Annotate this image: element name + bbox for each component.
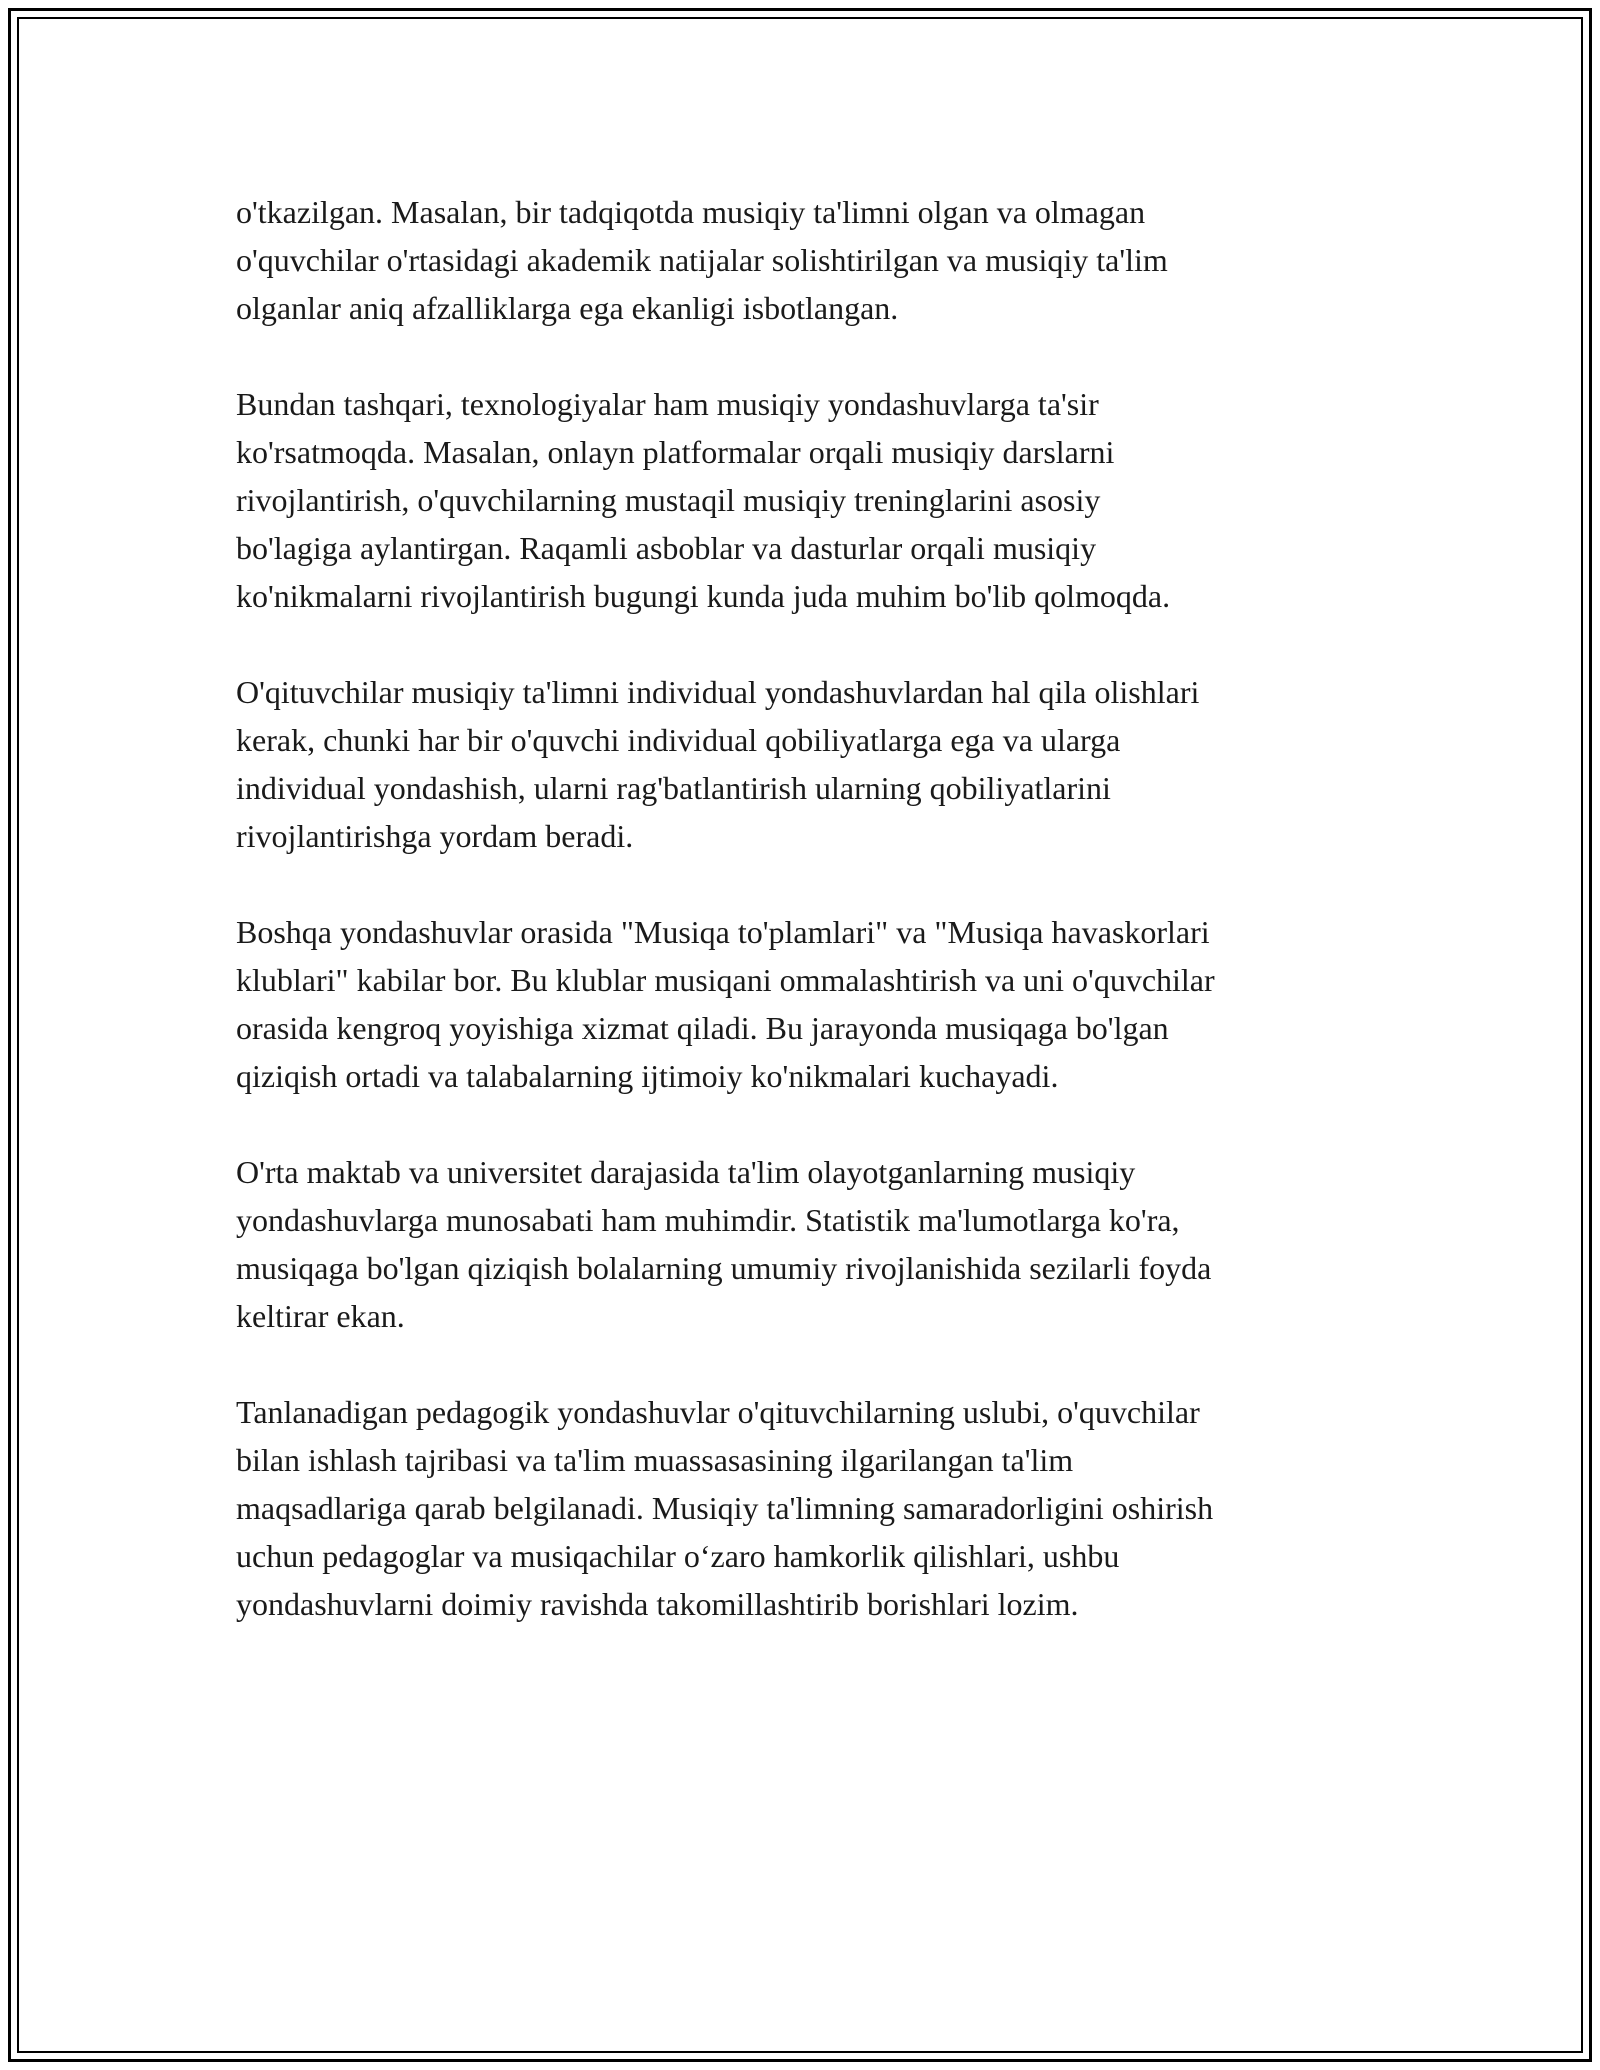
paragraph-3: O'qituvchilar musiqiy ta'limni individual yondashuvlardan hal qila olishlari kerak, chunki har bir o'quvchi individual qobiliyatlarga ega va ularga individual yondashish, ularni rag'batlantirish ularning qobiliyatlarini rivojlantirishga yordam beradi. xyxy=(236,674,1200,854)
paragraph-4: Boshqa yondashuvlar orasida "Musiqa to'plamlari" va "Musiqa havaskorlari klublari" kabilar bor. Bu klublar musiqani ommalashtirish va uni o'quvchilar orasida kengroq yoyishiga xizmat qiladi. Bu jarayonda musiqaga bo'lgan qiziqish ortadi va talabalarning ijtimoiy ko'nikmalari kuchayadi. xyxy=(236,914,1215,1094)
paragraph-5: O'rta maktab va universitet darajasida ta'lim olayotganlarning musiqiy yondashuvlarga munosabati ham muhimdir. Statistik ma'lumotlarga ko'ra, musiqaga bo'lgan qiziqish bolalarning umumiy rivojlanishida sezilarli foyda keltirar ekan. xyxy=(236,1154,1212,1334)
document-body xyxy=(236,188,1396,1676)
paragraph-2: Bundan tashqari, texnologiyalar ham musiqiy yondashuvlarga ta'sir ko'rsatmoqda. Masalan, onlayn platformalar orqali musiqiy darslarni rivojlantirish, o'quvchilarning mustaqil musiqiy treninglarini asosiy bo'lagiga aylantirgan. Raqamli asboblar va dasturlar orqali musiqiy ko'nikmalarni rivojlantirish bugungi kunda juda muhim bo'lib qolmoqda. xyxy=(236,386,1171,614)
paragraph-6: Tanlanadigan pedagogik yondashuvlar o'qituvchilarning uslubi, o'quvchilar bilan ishlash tajribasi va ta'lim muassasasining ilgarilangan ta'lim maqsadlariga qarab belgilanadi. Musiqiy ta'limning samaradorligini oshirish uchun pedagoglar va musiqachilar o‘zaro hamkorlik qilishlari, ushbu yondashuvlarni doimiy ravishda takomillashtirib borishlari lozim. xyxy=(236,1394,1214,1622)
paragraph-1: o'tkazilgan. Masalan, bir tadqiqotda musiqiy ta'limni olgan va olmagan o'quvchilar o'rtasidagi akademik natijalar solishtirilgan va musiqiy ta'lim olganlar aniq afzalliklarga ega ekanligi isbotlangan. xyxy=(236,194,1168,326)
